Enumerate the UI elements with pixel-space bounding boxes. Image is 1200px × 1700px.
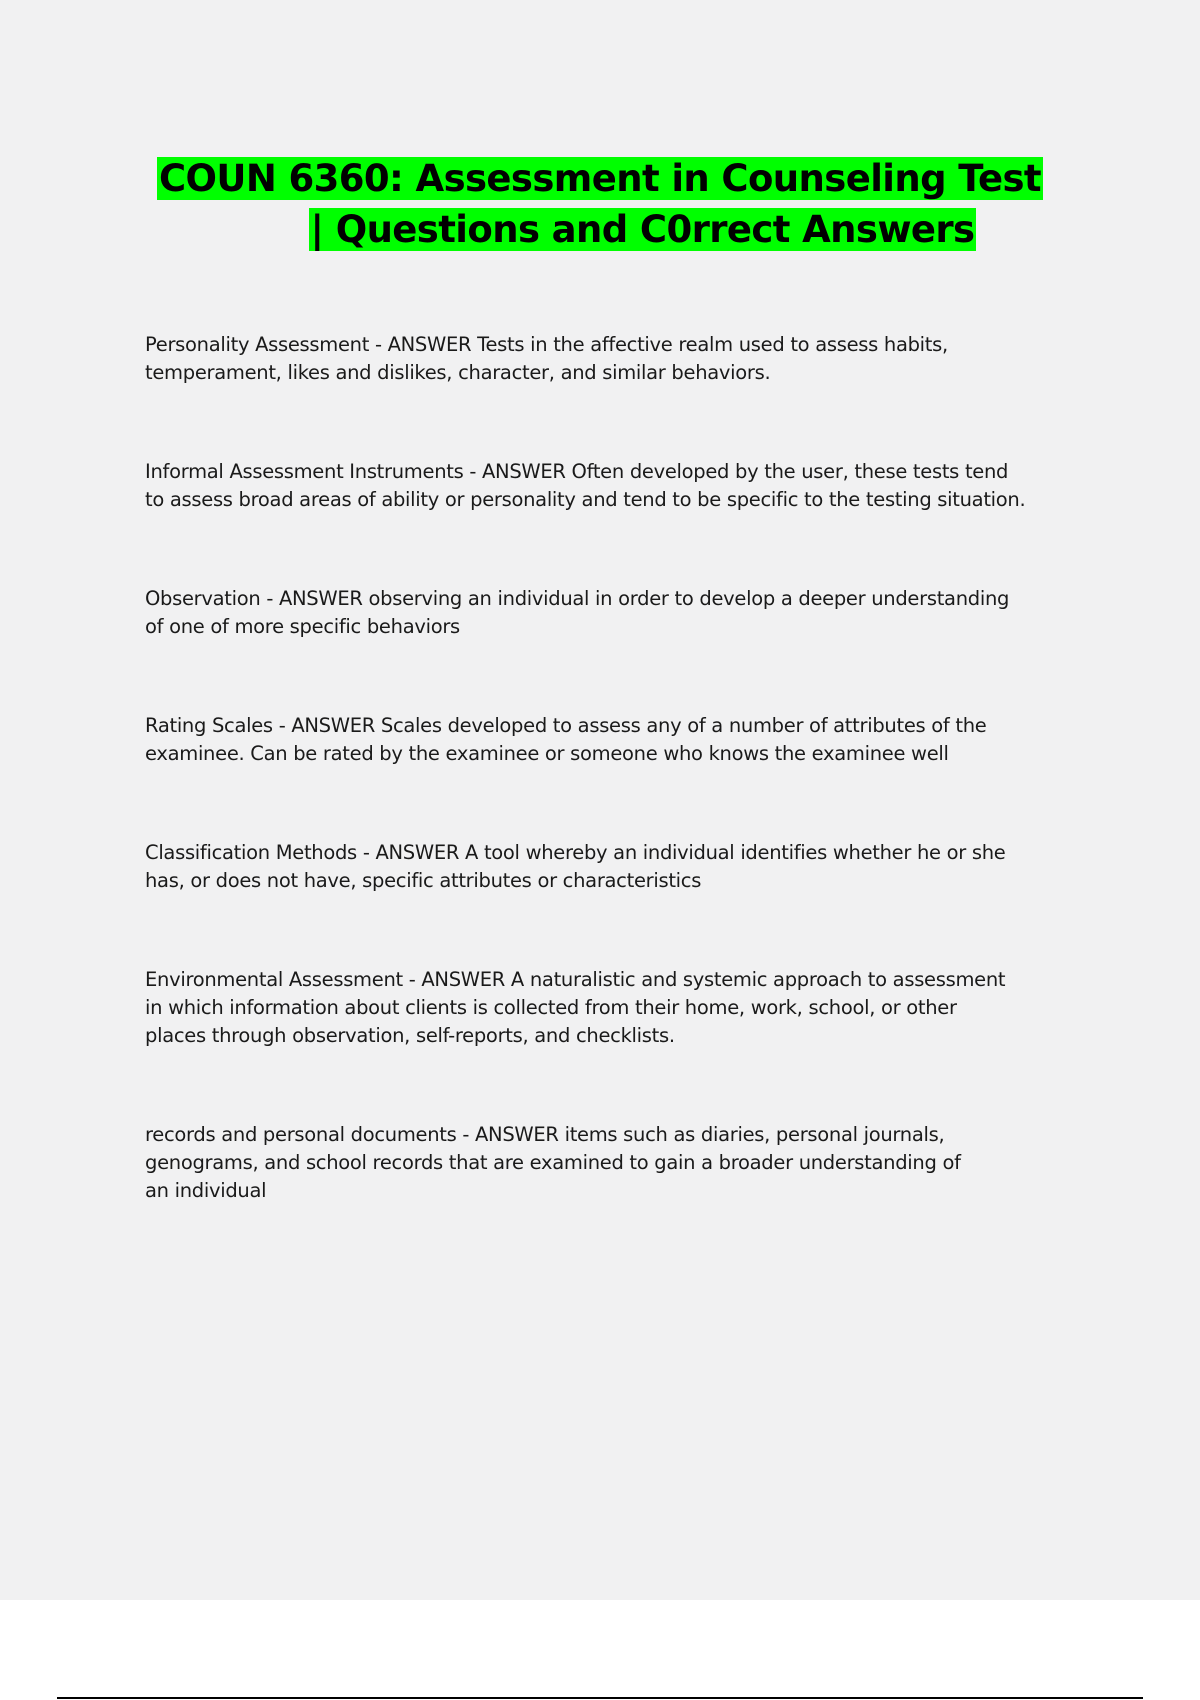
qa-entry-rating-scales: Rating Scales - ANSWER Scales developed to assess any of a number of attributes of the examinee. Can be rated by the examinee or someone who knows the examinee well xyxy=(145,714,987,765)
qa-entry-environmental-assessment: Environmental Assessment - ANSWER A naturalistic and systemic approach to assessment in which information about clients is collected from their home, work, school, or other places through observation, self-reports, and checklists. xyxy=(145,968,1006,1047)
footer-divider xyxy=(57,1697,1143,1699)
title-line-1 xyxy=(0,153,1200,204)
title-highlight-2: | Questions and C0rrect Answers xyxy=(310,208,975,251)
page-title xyxy=(0,153,1200,255)
title-line-2 xyxy=(0,204,1200,255)
qa-entry-records-personal-documents: records and personal documents - ANSWER items such as diaries, personal journals, genograms, and school records that are examined to gain a broader understanding of an individual xyxy=(145,1123,961,1202)
qa-list xyxy=(145,331,1065,1276)
qa-entry-personality-assessment: Personality Assessment - ANSWER Tests in the affective realm used to assess habits, temperament, likes and dislikes, character, and similar behaviors. xyxy=(145,333,948,384)
qa-entry-classification-methods: Classification Methods - ANSWER A tool whereby an individual identifies whether he or she has, or does not have, specific attributes or characteristics xyxy=(145,841,1006,892)
qa-entry-observation: Observation - ANSWER observing an individual in order to develop a deeper understanding of one of more specific behaviors xyxy=(145,587,1010,638)
qa-entry-informal-assessment-instruments: Informal Assessment Instruments - ANSWER Often developed by the user, these tests tend to assess broad areas of ability or personality and tend to be specific to the testing situation. xyxy=(145,460,1026,511)
title-highlight-1: COUN 6360: Assessment in Counseling Test xyxy=(158,157,1041,200)
